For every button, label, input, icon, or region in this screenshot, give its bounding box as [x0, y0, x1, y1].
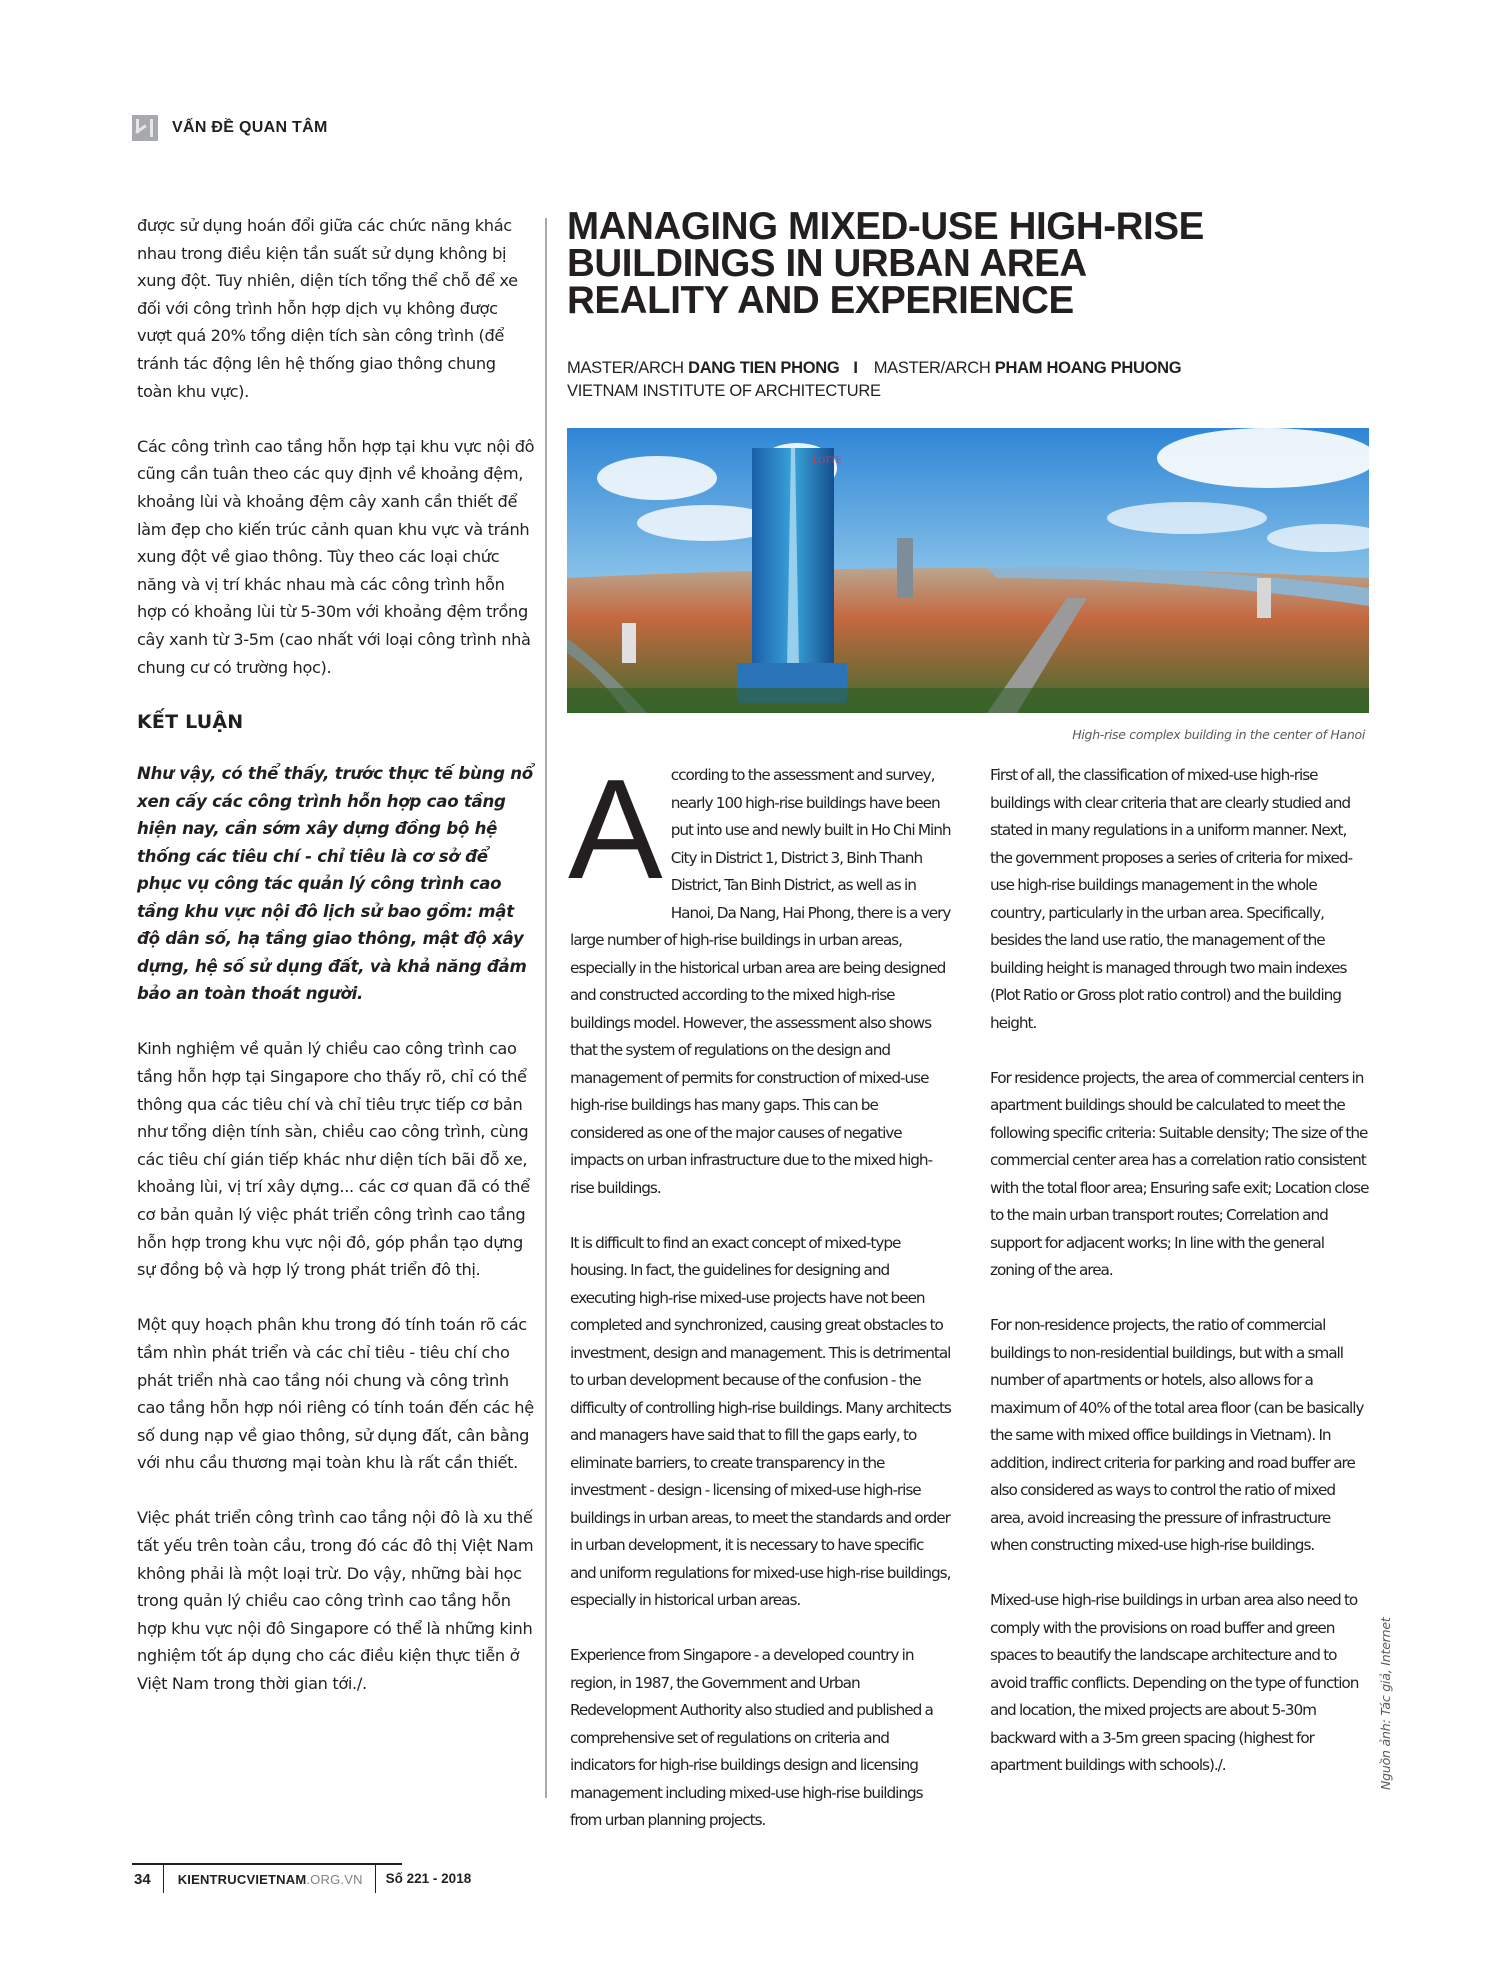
photo-credit: Nguồn ảnh: Tác giả, Internet: [1378, 1617, 1393, 1790]
author-affiliation: VIETNAM INSTITUTE OF ARCHITECTURE: [567, 382, 881, 400]
left-paragraph-4: Một quy hoạch phân khu trong đó tính toán rõ các tầm nhìn phát triển và các chỉ tiêu - tiêu chí cho phát triển nhà cao tầng nói chung và công trình cao tầng hỗn hợp nói riêng có tính toán đến các hệ số dung nạp về giao thông, sử dụng đất, cân bằng với nhu cầu thương mại toàn khu là rất cần thiết.: [137, 1315, 534, 1473]
hanoi-skyline-photo: [567, 428, 1369, 713]
magazine-logo-icon: [132, 115, 158, 141]
website-name: KIENTRUCVIETNAM: [177, 1872, 307, 1887]
tower-sign: LOTTE: [813, 455, 842, 465]
photo-illustration: [567, 428, 1369, 713]
right-paragraph-1: First of all, the classification of mixed-use high-rise buildings with clear criteria that are clearly studied and stated in many regulations in a uniform manner. Next, the government proposes a series of criteria for mixed-use high-rise buildings management in the whole country, particularly in the urban area. Specifically, besides the land use ratio, the management of the building height is managed through two main indexes (Plot Ratio or Gross plot ratio control) and the building height.: [990, 766, 1353, 1032]
page-footer: [132, 1863, 472, 1893]
left-column: [137, 212, 535, 1725]
website-domain: .ORG.VN: [306, 1872, 363, 1887]
right-column: [990, 762, 1370, 1807]
right-paragraph-4: Mixed-use high-rise buildings in urban area also need to comply with the provisions on road buffer and green spaces to beautify the landscape architecture and to avoid traffic conflicts. Depending on the type of function and location, the mixed projects are about 5-30m backward with a 3-5m green spacing (highest for apartment buildings with schools)./.: [990, 1591, 1359, 1774]
conclusion-lead: Như vậy, có thể thấy, trước thực tế bùng nổ xen cấy các công trình hỗn hợp cao tầng hiện nay, cần sớm xây dựng đồng bộ hệ thống các tiêu chí - chỉ tiêu là cơ sở để phục vụ công tác quản lý công trình cao tầng khu vực nội đô lịch sử bao gồm: mật độ dân số, hạ tầng giao thông, mật độ xây dựng, hệ số sử dụng đất, và khả năng đảm bảo an toàn thoát người.: [137, 764, 533, 1004]
author-byline: [567, 357, 1387, 403]
title-line-1: MANAGING MIXED-USE HIGH-RISE: [567, 205, 1204, 248]
conclusion-heading: KẾT LUẬN: [137, 710, 244, 733]
left-paragraph-3: Kinh nghiệm về quản lý chiều cao công trình cao tầng hỗn hợp tại Singapore cho thấy rõ, chỉ có thể thông qua các tiêu chí và chỉ tiêu trực tiếp cơ bản như tổng diện tính sàn, chiều cao công trình, cùng các tiêu chí gián tiếp khác như diện tích bãi đỗ xe, khoảng lùi, vị trí xây dựng... các cơ quan đã có thể cơ bản quản lý việc phát triển công trình cao tầng hỗn hợp trong khu vực nội đô, góp phần tạo dựng sự đồng bộ và hợp lý trong phát triển đô thị.: [137, 1039, 530, 1280]
right-paragraph-2: For residence projects, the area of commercial centers in apartment buildings should be calculated to meet the following specific criteria: Suitable density; The size of the commercial center area has a correlation ratio consistent with the total floor area; Ensuring safe exit; Location close to the main urban transport routes; Correlation and support for adjacent works; In line with the general zoning of the area.: [990, 1068, 1369, 1279]
website-link[interactable]: [164, 1865, 376, 1893]
author-1-name: DANG TIEN PHONG: [688, 359, 840, 377]
author-1-prefix: MASTER/ARCH: [567, 359, 689, 377]
author-separator: I: [853, 359, 858, 377]
right-paragraph-3: For non-residence projects, the ratio of commercial buildings to non-residential buildings, but with a small number of apartments or hotels, also allows for a maximum of 40% of the total area floor (can be basically the same with mixed office buildings in Vietnam). In addition, indirect criteria for parking and road buffer are also considered as ways to control the ratio of mixed area, avoid increasing the pressure of infrastructure when constructing mixed-use high-rise buildings.: [990, 1316, 1364, 1554]
drop-cap: A: [568, 750, 663, 909]
column-divider: [545, 218, 547, 1798]
middle-paragraph-3: Experience from Singapore - a developed country in region, in 1987, the Government and Urban Redevelopment Authority also studied and published a comprehensive set of regulations on criteria and indicators for high-rise buildings design and licensing management including mixed-use high-rise buildings from urban planning projects.: [570, 1646, 933, 1829]
title-line-3: REALITY AND EXPERIENCE: [567, 279, 1074, 322]
article-title: [567, 205, 1367, 322]
middle-column: [568, 750, 952, 1862]
left-paragraph-2: Các công trình cao tầng hỗn hợp tại khu vực nội đô cũng cần tuân theo các quy định về khoảng đệm, khoảng lùi và khoảng đệm cây xanh cần thiết để làm đẹp cho kiến trúc cảnh quan khu vực và tránh xung đột về giao thông. Tùy theo các loại chức năng và vị trí khác nhau mà các công trình hỗn hợp có khoảng lùi từ 5-30m với khoảng đệm trồng cây xanh từ 3-5m (cao nhất với loại công trình nhà chung cư có trường học).: [137, 436, 535, 677]
left-paragraph-1: được sử dụng hoán đổi giữa các chức năng khác nhau trong điều kiện tần suất sử dụng không bị xung đột. Tuy nhiên, diện tích tổng thể chỗ để xe đối với công trình hỗn hợp dịch vụ không được vượt quá 20% tổng diện tích sàn công trình (để tránh tác động lên hệ thống giao thông chung toàn khu vực).: [137, 216, 518, 401]
left-paragraph-5: Việc phát triển công trình cao tầng nội đô là xu thế tất yếu trên toàn cầu, trong đó các đô thị Việt Nam không phải là một loại trừ. Do vậy, những bài học trong quản lý chiều cao công trình cao tầng hỗn hợp khu vực nội đô Singapore có thể là những kinh nghiệm tốt áp dụng cho các điều kiện thực tiễn ở Việt Nam trong thời gian tới./.: [137, 1508, 534, 1694]
section-title: VẤN ĐỀ QUAN TÂM: [172, 119, 328, 136]
author-2-name: PHAM HOANG PHUONG: [994, 359, 1182, 377]
issue-number: Số 221 - 2018: [385, 1871, 472, 1886]
page-number: 34: [132, 1865, 164, 1893]
middle-paragraph-1-text: ccording to the assessment and survey, nearly 100 high-rise buildings have been put into use and newly built in Ho Chi Minh City in District 1, District 3, Binh Thanh District, Tan Binh District, as well as in Hanoi, Da Nang, Hai Phong, there is a very large number of high-rise buildings in urban areas, especially in the historical urban area are being designed and constructed according to the mixed high-rise buildings model. However, the assessment also shows that the system of regulations on the design and management of permits for construction of mixed-use high-rise buildings has many gaps. This can be considered as one of the major causes of negative impacts on urban infrastructure due to the mixed high-rise buildings.: [570, 766, 951, 1197]
middle-paragraph-1: [568, 750, 952, 1202]
photo-caption: High-rise complex building in the center of Hanoi: [1072, 727, 1365, 742]
middle-paragraph-2: It is difficult to find an exact concept of mixed-type housing. In fact, the guidelines for designing and executing high-rise mixed-use projects have not been completed and synchronized, causing great obstacles to investment, design and management. This is detrimental to urban development because of the confusion - the difficulty of controlling high-rise buildings. Many architects and managers have said that to fill the gaps early, to eliminate barriers, to create transparency in the investment - design - licensing of mixed-use high-rise buildings in urban areas, to meet the standards and order in urban development, it is necessary to have specific and uniform regulations for mixed-use high-rise buildings, especially in historical urban areas.: [570, 1233, 951, 1609]
author-2-prefix: MASTER/ARCH: [873, 359, 995, 377]
section-header: [132, 113, 328, 143]
title-line-2: BUILDINGS IN URBAN AREA: [567, 242, 1087, 285]
